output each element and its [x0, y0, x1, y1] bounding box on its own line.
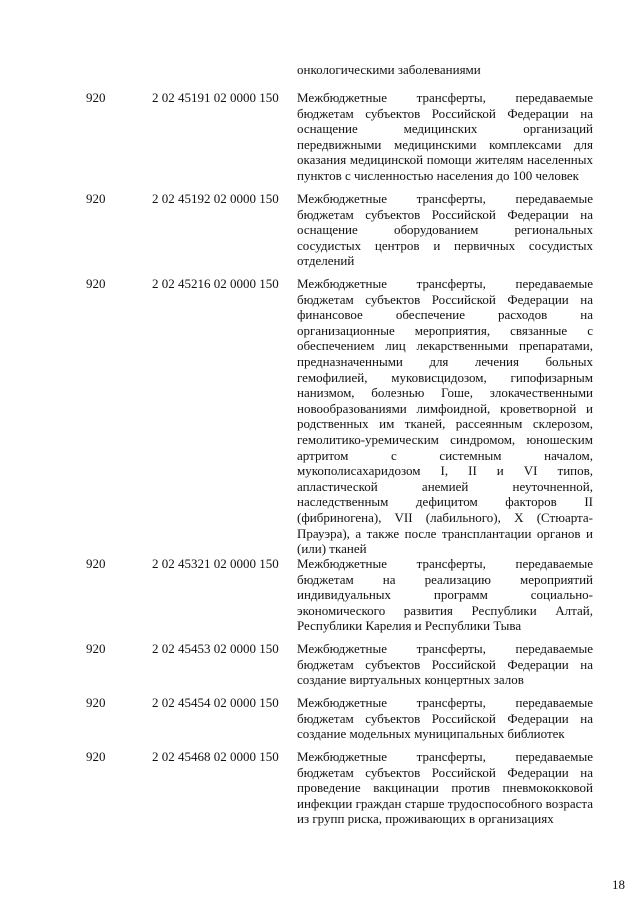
continuation-text: онкологическими заболеваниями — [297, 62, 481, 77]
admin-code: 920 — [86, 276, 106, 291]
admin-code: 920 — [86, 556, 106, 571]
budget-classification-code: 2 02 45192 02 0000 150 — [152, 191, 279, 206]
budget-classification-code: 2 02 45191 02 0000 150 — [152, 90, 279, 105]
budget-classification-code: 2 02 45468 02 0000 150 — [152, 749, 279, 764]
row-description: Межбюджетные трансферты, передаваемые бюджетам субъектов Российской Федерации на оснащение оборудованием региональных сосудистых центров и первичных сосудистых отделений — [297, 191, 593, 269]
page-number: 18 — [612, 877, 625, 892]
row-description: Межбюджетные трансферты, передаваемые бюджетам субъектов Российской Федерации на создание виртуальных концертных залов — [297, 641, 593, 688]
admin-code: 920 — [86, 641, 106, 656]
budget-classification-code: 2 02 45454 02 0000 150 — [152, 695, 279, 710]
admin-code: 920 — [86, 695, 106, 710]
budget-classification-code: 2 02 45321 02 0000 150 — [152, 556, 279, 571]
budget-classification-code: 2 02 45453 02 0000 150 — [152, 641, 279, 656]
row-description: Межбюджетные трансферты, передаваемые бюджетам субъектов Российской Федерации на создание модельных муниципальных библиотек — [297, 695, 593, 742]
admin-code: 920 — [86, 90, 106, 105]
row-description: Межбюджетные трансферты, передаваемые бюджетам субъектов Российской Федерации на финансовое обеспечение расходов на организационные мероприятия, связанные с обеспечением лиц лекарственными препаратами, предназначенными для лечения больных гемофилией, муковисцидозом, гипофизарным нанизмом, болезнью Гоше, злокачественными новообразованиями лимфоидной, кроветворной и родственных им тканей, рассеянным склерозом, гемолитико-уремическим синдромом, юношеским артритом с системным началом, мукополисахаридозом I, II и VI типов, апластической анемией неуточненной, наследственным дефицитом факторов II (фибриногена), VII (лабильного), X (Стюарта-Прауэра), а также после трансплантации органов и (или) тканей — [297, 276, 593, 557]
admin-code: 920 — [86, 191, 106, 206]
admin-code: 920 — [86, 749, 106, 764]
row-description: Межбюджетные трансферты, передаваемые бюджетам на реализацию мероприятий индивидуальных программ социально-экономического развития Республики Алтай, Республики Карелия и Республики Тыва — [297, 556, 593, 634]
budget-classification-code: 2 02 45216 02 0000 150 — [152, 276, 279, 291]
row-description: Межбюджетные трансферты, передаваемые бюджетам субъектов Российской Федерации на проведение вакцинации против пневмококковой инфекции граждан старше трудоспособного возраста из групп риска, проживающих в организациях — [297, 749, 593, 827]
row-description: Межбюджетные трансферты, передаваемые бюджетам субъектов Российской Федерации на оснащение медицинских организаций передвижными медицинскими комплексами для оказания медицинской помощи жителям населенных пунктов с численностью населения до 100 человек — [297, 90, 593, 183]
